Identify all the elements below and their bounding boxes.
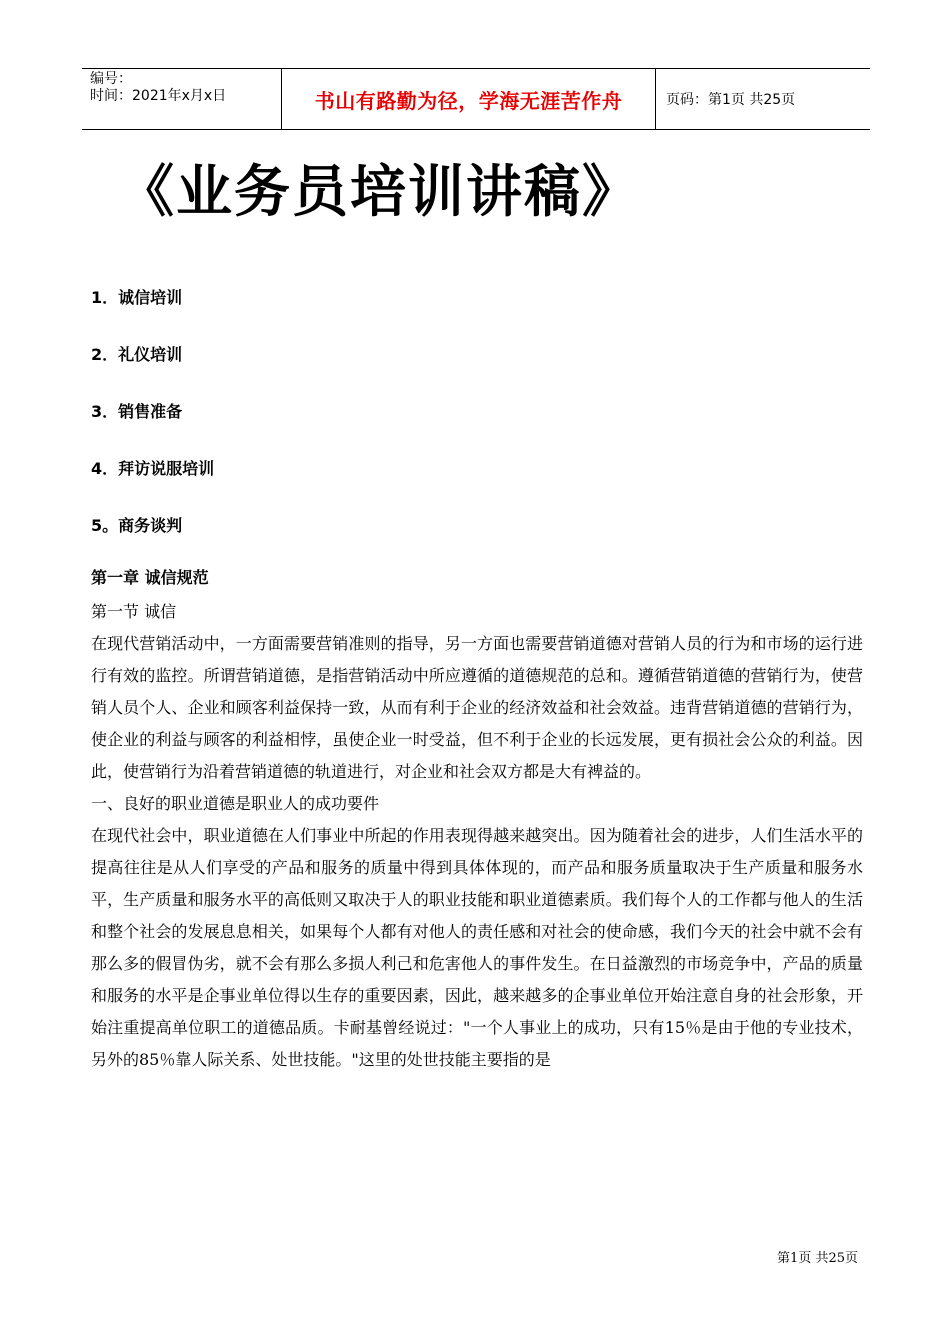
table-of-contents <box>91 286 214 571</box>
header-motto: 书山有路勤为径，学海无涯苦作舟 <box>282 69 656 129</box>
subheading: 一、良好的职业道德是职业人的成功要件 <box>91 794 380 813</box>
time-label: 时间：2021年x月x日 <box>90 88 227 104</box>
header-page-info: 页码：第1页 共25页 <box>666 92 796 108</box>
toc-item: 2．礼仪培训 <box>91 345 183 364</box>
number-label: 编号： <box>90 71 132 87</box>
toc-item: 3．销售准备 <box>91 402 183 421</box>
header-meta-cell <box>82 69 282 129</box>
section-title: 第一节 诚信 <box>91 602 177 621</box>
document-body <box>91 566 863 1076</box>
chapter-title: 第一章 诚信规范 <box>91 568 209 587</box>
document-header <box>82 68 870 130</box>
toc-item: 4．拜访说服培训 <box>91 459 215 478</box>
toc-item: 1．诚信培训 <box>91 288 183 307</box>
toc-item: 5。商务谈判 <box>91 516 183 535</box>
page-footer: 第1页 共25页 <box>777 1251 858 1266</box>
paragraph: 在现代社会中，职业道德在人们事业中所起的作用表现得越来越突出。因为随着社会的进步，人们生活水平的提高往往是从人们享受的产品和服务的质量中得到具体体现的，而产品和服务质量取决于生产质量和服务水平，生产质量和服务水平的高低则又取决于人的职业技能和职业道德素质。我们每个人的工作都与他人的生活和整个社会的发展息息相关，如果每个人都有对他人的责任感和对社会的使命感，我们今天的社会中就不会有那么多的假冒伪劣，就不会有那么多损人利己和危害他人的事件发生。在日益激烈的市场竞争中，产品的质量和服务的水平是企事业单位得以生存的重要因素，因此，越来越多的企事业单位开始注意自身的社会形象，开始注重提高单位职工的道德品质。卡耐基曾经说过："一个人事业上的成功，只有15％是由于他的专业技术，另外的85％靠人际关系、处世技能。"这里的处世技能主要指的是 <box>91 826 863 1069</box>
paragraph: 在现代营销活动中，一方面需要营销准则的指导，另一方面也需要营销道德对营销人员的行为和市场的运行进行有效的监控。所谓营销道德，是指营销活动中所应遵循的道德规范的总和。遵循营销道德的营销行为，使营销人员个人、企业和顾客利益保持一致，从而有利于企业的经济效益和社会效益。违背营销道德的营销行为，使企业的利益与顾客的利益相悖，虽使企业一时受益，但不利于企业的长远发展，更有损社会公众的利益。因此，使营销行为沿着营销道德的轨道进行，对企业和社会双方都是大有裨益的。 <box>91 634 863 781</box>
document-title: 《业务员培训讲稿》 <box>118 160 640 225</box>
